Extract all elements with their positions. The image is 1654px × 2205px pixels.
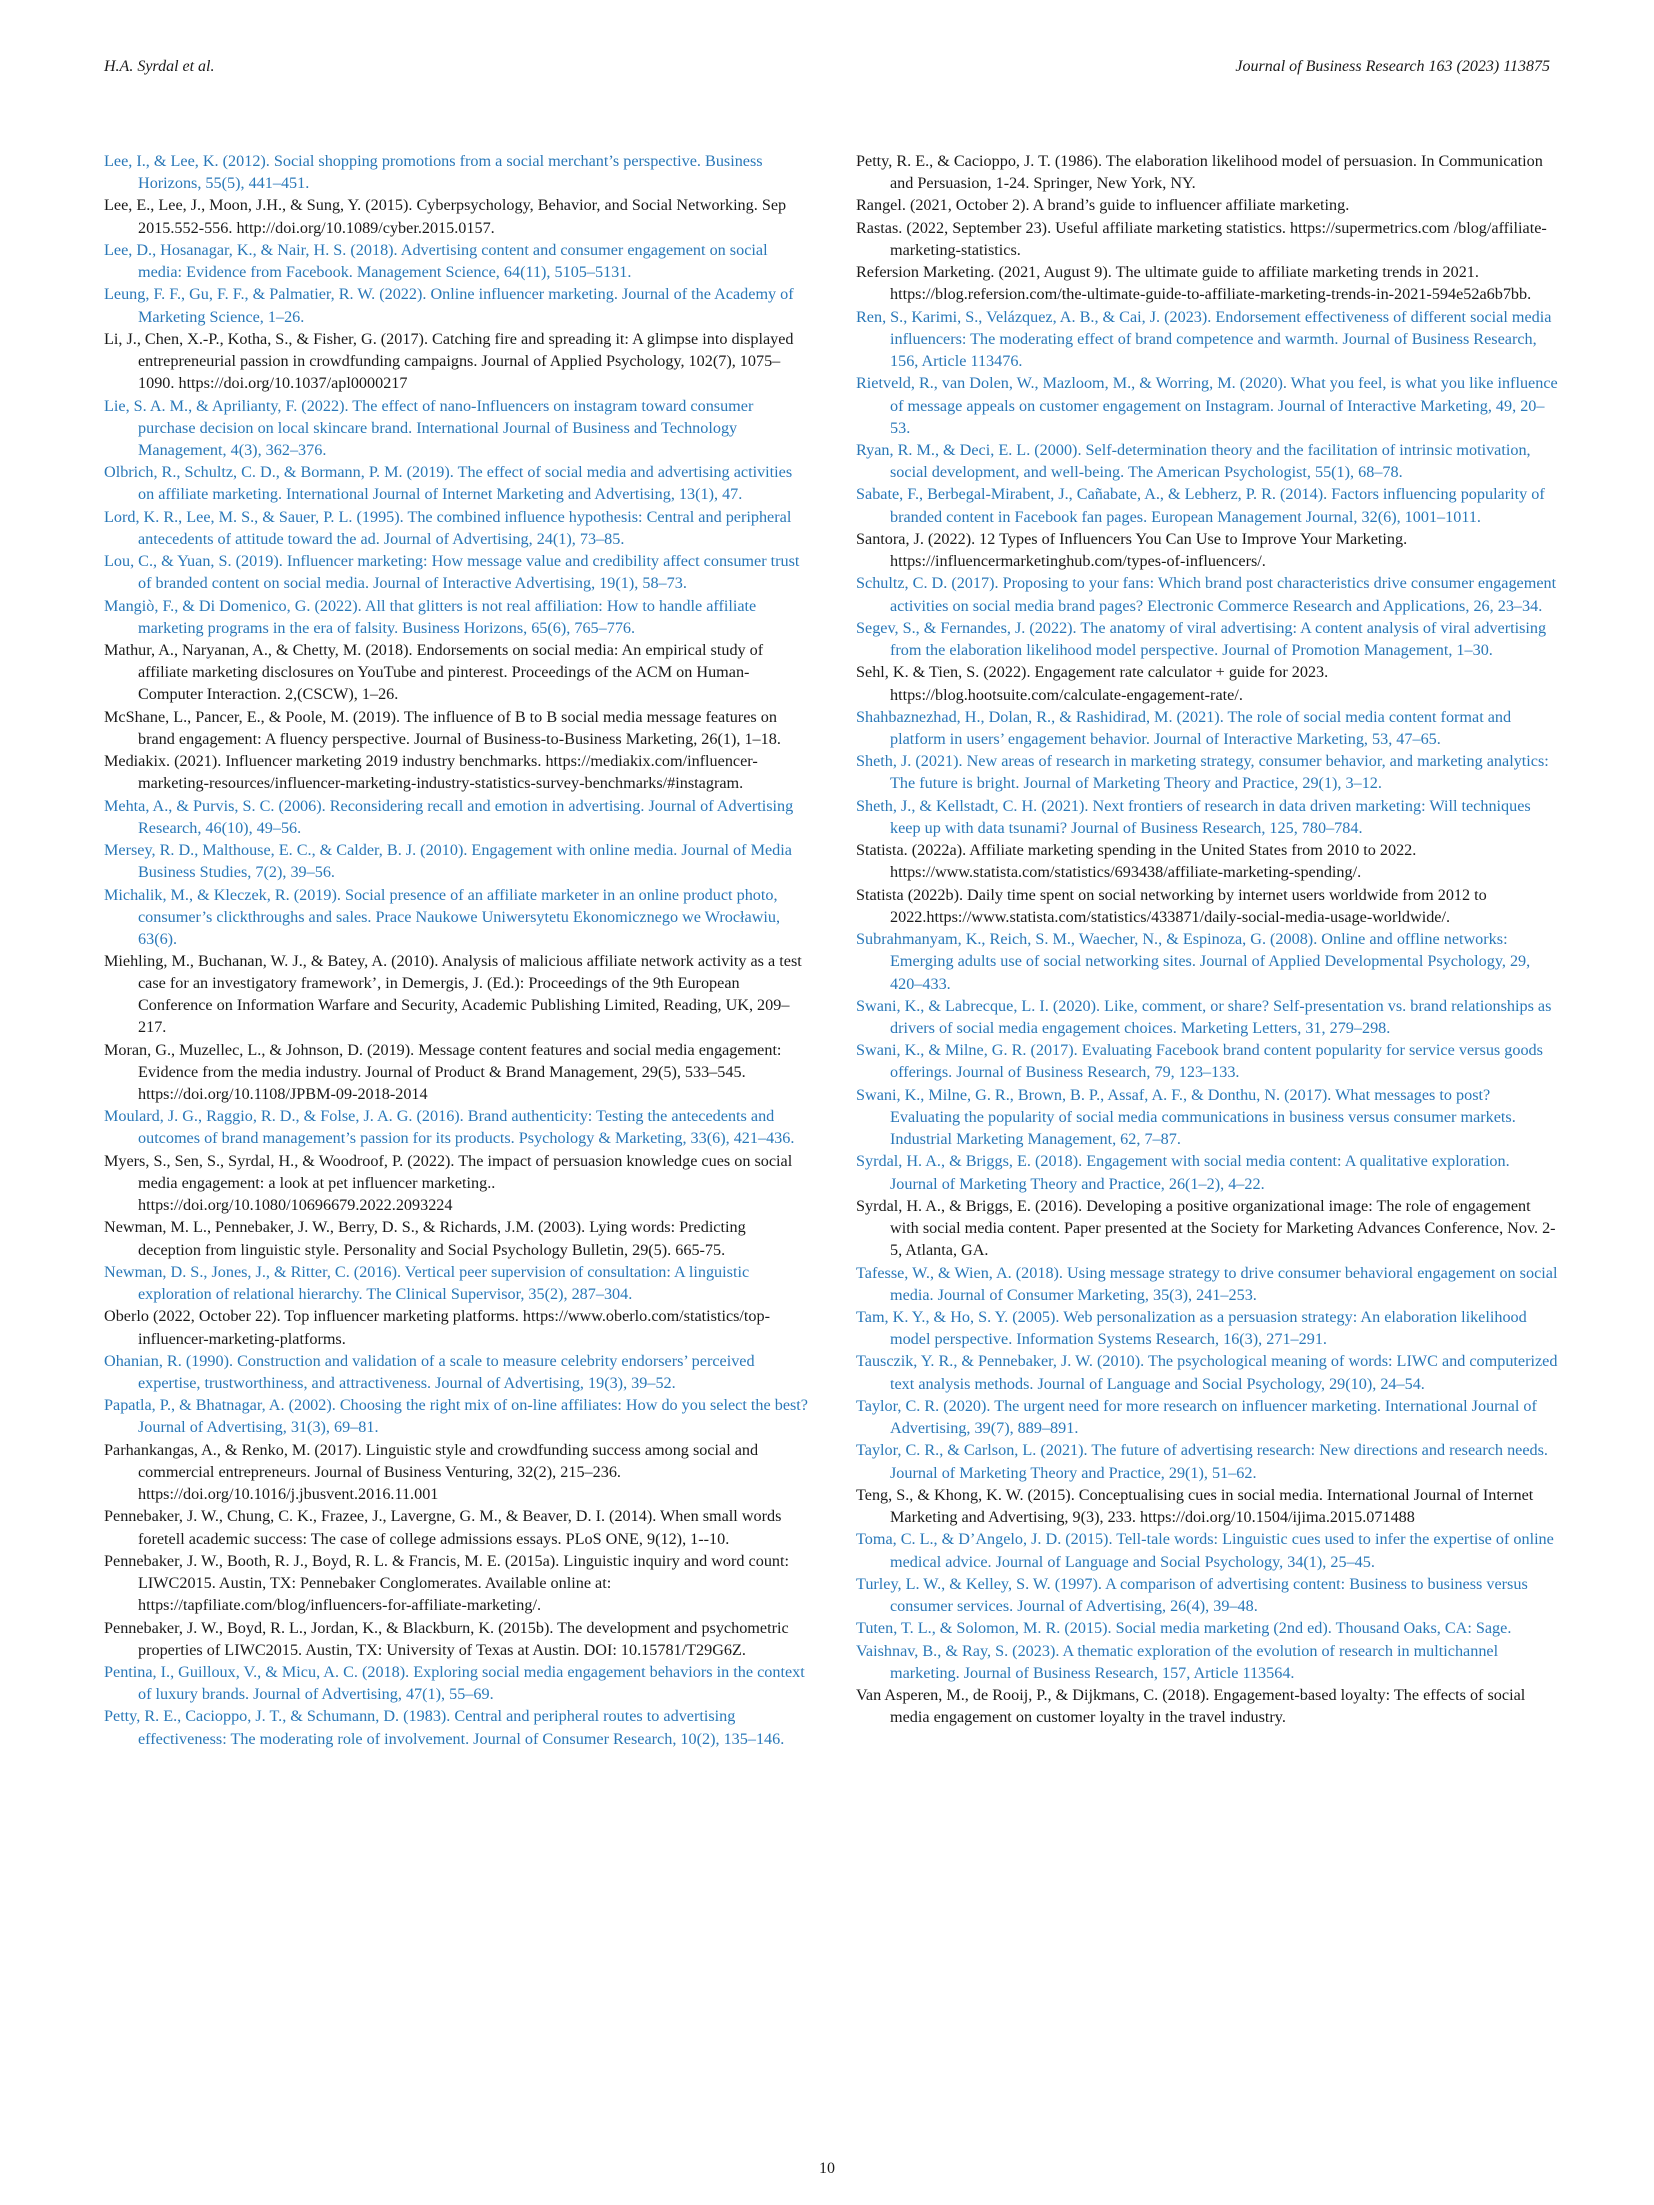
reference-entry: Pennebaker, J. W., Booth, R. J., Boyd, R. L. & Francis, M. E. (2015a). Linguistic inquiry and word count: LIWC2015. Austin, TX: Pennebaker Conglomerates. Available online at: https://tapfiliate.com/blog/influencers-for-affiliate-marketing/. [104, 1551, 790, 1615]
reference-entry: Statista. (2022a). Affiliate marketing spending in the United States from 2010 to 2022. https://www.statista.com/statistics/693438/affiliate-marketing-spending/. [856, 841, 1417, 882]
reference-entry[interactable]: Taylor, C. R. (2020). The urgent need for more research on influencer marketing. International Journal of Advertising, 39(7), 889–891. [856, 1396, 1537, 1438]
reference-entry[interactable]: Lie, S. A. M., & Aprilianty, F. (2022). The effect of nano-Influencers on instagram toward consumer purchase decision on local skincare brand. International Journal of Business and Technology Management, 4(3), 362–376. [104, 396, 754, 459]
reference-entry: Moran, G., Muzellec, L., & Johnson, D. (2019). Message content features and social media engagement: Evidence from the media industry. Journal of Product & Brand Management, 29(5), 533–545. https://doi.org/10.1108/JPBM-09-2018-2014 [104, 1040, 782, 1103]
reference-entry: Sehl, K. & Tien, S. (2022). Engagement rate calculator + guide for 2023. https://blog.hootsuite.com/calculate-engagement-rate/. [856, 663, 1329, 704]
reference-entry: McShane, L., Pancer, E., & Poole, M. (2019). The influence of B to B social media message features on brand engagement: A fluency perspective. Journal of Business-to-Business Marketing, 26(1), 1–18. [104, 707, 781, 748]
reference-entry[interactable]: Tausczik, Y. R., & Pennebaker, J. W. (2010). The psychological meaning of words: LIWC and computerized text analysis methods. Journal of Language and Social Psychology, 29(10), 24–54. [856, 1352, 1558, 1393]
running-header-authors: H.A. Syrdal et al. [104, 58, 215, 75]
reference-entry[interactable]: Moulard, J. G., Raggio, R. D., & Folse, J. A. G. (2016). Brand authenticity: Testing the antecedents and outcomes of brand management’s passion for its products. Psychology & Marketing, 33(6), 421–436. [104, 1107, 795, 1148]
reference-entry: Miehling, M., Buchanan, W. J., & Batey, A. (2010). Analysis of malicious affiliate network activity as a test case for an investigatory framework’, in Demergis, J. (Ed.): Proceedings of the 9th European Conference on Information Warfare and Security, Academic Publishing Limited, Reading, UK, 209–217. [104, 952, 802, 1037]
reference-entry: Oberlo (2022, October 22). Top influencer marketing platforms. https://www.oberlo.com/statistics/top-influencer-marketing-platforms. [104, 1307, 771, 1348]
reference-entry[interactable]: Ryan, R. M., & Deci, E. L. (2000). Self-determination theory and the facilitation of intrinsic motivation, social development, and well-being. The American Psychologist, 55(1), 68–78. [856, 441, 1531, 482]
reference-entry[interactable]: Taylor, C. R., & Carlson, L. (2021). The future of advertising research: New directions and research needs. Journal of Marketing Theory and Practice, 29(1), 51–62. [856, 1441, 1548, 1482]
reference-entry[interactable]: Ren, S., Karimi, S., Velázquez, A. B., & Cai, J. (2023). Endorsement effectiveness of different social media influencers: The moderating effect of brand competence and warmth. Journal of Business Research, 156, Article 113476. [856, 307, 1552, 371]
reference-entry: Syrdal, H. A., & Briggs, E. (2016). Developing a positive organizational image: The role of engagement with social media content. Paper presented at the Society for Marketing Advances Conference, Nov. 2-5, Atlanta, GA. [856, 1196, 1556, 1260]
reference-entry: Newman, M. L., Pennebaker, J. W., Berry, D. S., & Richards, J.M. (2003). Lying words: Predicting deception from linguistic style. Personality and Social Psychology Bulletin, 29(5). 665-75. [104, 1218, 746, 1259]
reference-entry: Pennebaker, J. W., Chung, C. K., Frazee, J., Lavergne, G. M., & Beaver, D. I. (2014). When small words foretell academic success: The case of college admissions essays. PLoS ONE, 9(12), 1--10. [104, 1507, 782, 1548]
reference-entry[interactable]: Swani, K., & Labrecque, L. I. (2020). Like, comment, or share? Self-presentation vs. brand relationships as drivers of social media engagement choices. Marketing Letters, 31, 279–298. [856, 996, 1552, 1037]
reference-entry[interactable]: Swani, K., & Milne, G. R. (2017). Evaluating Facebook brand content popularity for service versus goods offerings. Journal of Business Research, 79, 123–133. [856, 1041, 1543, 1082]
reference-entry[interactable]: Mersey, R. D., Malthouse, E. C., & Calder, B. J. (2010). Engagement with online media. Journal of Media Business Studies, 7(2), 39–56. [104, 841, 792, 882]
reference-entry: Li, J., Chen, X.-P., Kotha, S., & Fisher, G. (2017). Catching fire and spreading it: A glimpse into displayed entrepreneurial passion in crowdfunding campaigns. Journal of Applied Psychology, 102(7), 1075–1090. https://doi.org/10.1037/apl0000217 [104, 329, 794, 393]
reference-entry[interactable]: Mehta, A., & Purvis, S. C. (2006). Reconsidering recall and emotion in advertising. Journal of Advertising Research, 46(10), 49–56. [104, 796, 794, 837]
reference-entry: Rastas. (2022, September 23). Useful affiliate marketing statistics. https://supermetrics.com /blog/affiliate-marketing-statistics. [856, 218, 1547, 259]
reference-entry[interactable]: Ohanian, R. (1990). Construction and validation of a scale to measure celebrity endorsers’ perceived expertise, trustworthiness, and attractiveness. Journal of Advertising, 19(3), 39–52. [104, 1351, 755, 1392]
reference-entry: Mediakix. (2021). Influencer marketing 2019 industry benchmarks. https://mediakix.com/influencer-marketing-resources/influencer-marketing-industry-statistics-survey-benchmarks/#instagram. [104, 752, 758, 793]
reference-entry[interactable]: Vaishnav, B., & Ray, S. (2023). A thematic exploration of the evolution of research in multichannel marketing. Journal of Business Research, 157, Article 113564. [856, 1641, 1499, 1682]
reference-entry[interactable]: Olbrich, R., Schultz, C. D., & Bormann, P. M. (2019). The effect of social media and advertising activities on affiliate marketing. International Journal of Internet Marketing and Advertising, 13(1), 47. [104, 463, 793, 504]
reference-entry: Lee, E., Lee, J., Moon, J.H., & Sung, Y. (2015). Cyberpsychology, Behavior, and Social Networking. Sep 2015.552-556. http://doi.org/10.1089/cyber.2015.0157. [104, 196, 787, 237]
reference-entry[interactable]: Lord, K. R., Lee, M. S., & Sauer, P. L. (1995). The combined influence hypothesis: Central and peripheral antecedents of attitude toward the ad. Journal of Advertising, 24(1), 73–85. [104, 507, 792, 548]
reference-entry[interactable]: Rietveld, R., van Dolen, W., Mazloom, M., & Worring, M. (2020). What you feel, is what you like influence of message appeals on customer engagement on Instagram. Journal of Interactive Marketing, 49, 20–53. [856, 374, 1558, 437]
reference-entry[interactable]: Papatla, P., & Bhatnagar, A. (2002). Choosing the right mix of on-line affiliates: How do you select the best? Journal of Advertising, 31(3), 69–81. [104, 1396, 808, 1437]
reference-entry[interactable]: Lee, I., & Lee, K. (2012). Social shopping promotions from a social merchant’s perspective. Business Horizons, 55(5), 441–451. [104, 152, 763, 193]
reference-entry[interactable]: Mangiò, F., & Di Domenico, G. (2022). All that glitters is not real affiliation: How to handle affiliate marketing programs in the era of falsity. Business Horizons, 65(6), 765–776. [104, 596, 757, 637]
reference-entry[interactable]: Segev, S., & Fernandes, J. (2022). The anatomy of viral advertising: A content analysis of viral advertising from the elaboration likelihood model perspective. Journal of Promotion Management, 1–30. [856, 618, 1547, 660]
reference-entry[interactable]: Tam, K. Y., & Ho, S. Y. (2005). Web personalization as a persuasion strategy: An elaboration likelihood model perspective. Information Systems Research, 16(3), 271–291. [856, 1308, 1527, 1349]
reference-entry: Myers, S., Sen, S., Syrdal, H., & Woodroof, P. (2022). The impact of persuasion knowledge cues on social media engagement: a look at pet influencer marketing.. https://doi.org/10.1080/10696679.2022.2093224 [104, 1151, 793, 1215]
reference-entry[interactable]: Shahbaznezhad, H., Dolan, R., & Rashidirad, M. (2021). The role of social media content format and platform in users’ engagement behavior. Journal of Interactive Marketing, 53, 47–65. [856, 707, 1512, 748]
reference-entry: Rangel. (2021, October 2). A brand’s guide to influencer affiliate marketing. [856, 196, 1350, 215]
reference-entry: Parhankangas, A., & Renko, M. (2017). Linguistic style and crowdfunding success among social and commercial entrepreneurs. Journal of Business Venturing, 32(2), 215–236. https://doi.org/10.1016/j.jbusvent.2016.11.001 [104, 1440, 759, 1504]
reference-entry: Pennebaker, J. W., Boyd, R. L., Jordan, K., & Blackburn, K. (2015b). The development and psychometric properties of LIWC2015. Austin, TX: University of Texas at Austin. DOI: 10.15781/T29G6Z. [104, 1618, 789, 1659]
running-header-journal: Journal of Business Research 163 (2023) 113875 [1235, 58, 1550, 75]
reference-entry[interactable]: Sheth, J., & Kellstadt, C. H. (2021). Next frontiers of research in data driven marketing: Will techniques keep up with data tsunami? Journal of Business Research, 125, 780–784. [856, 796, 1531, 837]
reference-entry[interactable]: Sabate, F., Berbegal-Mirabent, J., Cañabate, A., & Lebherz, P. R. (2014). Factors influencing popularity of branded content in Facebook fan pages. European Management Journal, 32(6), 1001–1011. [856, 485, 1545, 526]
reference-entry[interactable]: Newman, D. S., Jones, J., & Ritter, C. (2016). Vertical peer supervision of consultation: A linguistic exploration of relational hierarchy. The Clinical Supervisor, 35(2), 287–304. [104, 1262, 750, 1304]
reference-entry[interactable]: Swani, K., Milne, G. R., Brown, B. P., Assaf, A. F., & Donthu, N. (2017). What messages to post? Evaluating the popularity of social media communications in business versus consumer markets. Industrial Marketing Management, 62, 7–87. [856, 1085, 1516, 1149]
reference-entry[interactable]: Leung, F. F., Gu, F. F., & Palmatier, R. W. (2022). Online influencer marketing. Journal of the Academy of Marketing Science, 1–26. [104, 285, 794, 326]
reference-entry[interactable]: Tuten, T. L., & Solomon, M. R. (2015). Social media marketing (2nd ed). Thousand Oaks, CA: Sage. [856, 1619, 1512, 1638]
page-header [104, 58, 1550, 82]
reference-entry: Van Asperen, M., de Rooij, P., & Dijkmans, C. (2018). Engagement-based loyalty: The effects of social media engagement on customer loyalty in the travel industry. [856, 1686, 1526, 1727]
reference-entry[interactable]: Lou, C., & Yuan, S. (2019). Influencer marketing: How message value and credibility affect consumer trust of branded content on social media. Journal of Interactive Advertising, 19(1), 58–73. [104, 552, 800, 593]
references-left-column [104, 150, 808, 1750]
reference-entry[interactable]: Schultz, C. D. (2017). Proposing to your fans: Which brand post characteristics drive consumer engagement activities on social media brand pages? Electronic Commerce Research and Applications, 26, 23–34. [856, 574, 1557, 615]
reference-entry[interactable]: Syrdal, H. A., & Briggs, E. (2018). Engagement with social media content: A qualitative exploration. Journal of Marketing Theory and Practice, 26(1–2), 4–22. [856, 1152, 1510, 1193]
reference-entry[interactable]: Subrahmanyam, K., Reich, S. M., Waecher, N., & Espinoza, G. (2008). Online and offline networks: Emerging adults use of social networking sites. Journal of Applied Developmental Psychology, 29, 420–433. [856, 930, 1531, 993]
reference-entry[interactable]: Sheth, J. (2021). New areas of research in marketing strategy, consumer behavior, and marketing analytics: The future is bright. Journal of Marketing Theory and Practice, 29(1), 3–12. [856, 752, 1549, 793]
reference-entry: Teng, S., & Khong, K. W. (2015). Conceptualising cues in social media. International Journal of Internet Marketing and Advertising, 9(3), 233. https://doi.org/10.1504/ijima.2015.071488 [856, 1485, 1534, 1527]
reference-entry[interactable]: Pentina, I., Guilloux, V., & Micu, A. C. (2018). Exploring social media engagement behaviors in the context of luxury brands. Journal of Advertising, 47(1), 55–69. [104, 1662, 805, 1704]
reference-entry: Refersion Marketing. (2021, August 9). The ultimate guide to affiliate marketing trends in 2021. https://blog.refersion.com/the-ultimate-guide-to-affiliate-marketing-trends-in-2021-594e52a6b7bb. [856, 263, 1532, 304]
reference-entry[interactable]: Michalik, M., & Kleczek, R. (2019). Social presence of an affiliate marketer in an online product photo, consumer’s clickthroughs and sales. Prace Naukowe Uniwersytetu Ekonomicznego we Wrocławiu, 63(6). [104, 885, 781, 948]
reference-entry: Statista (2022b). Daily time spent on social networking by internet users worldwide from 2012 to 2022.https://www.statista.com/statistics/433871/daily-social-media-usage-worldwide/. [856, 885, 1487, 926]
reference-entry: Mathur, A., Naryanan, A., & Chetty, M. (2018). Endorsements on social media: An empirical study of affiliate marketing disclosures on YouTube and pinterest. Proceedings of the ACM on Human-Computer Interaction. 2,(CSCW), 1–26. [104, 641, 764, 704]
reference-entry: Santora, J. (2022). 12 Types of Influencers You Can Use to Improve Your Marketing. https://influencermarketinghub.com/types-of-influencers/. [856, 529, 1408, 571]
reference-entry[interactable]: Petty, R. E., Cacioppo, J. T., & Schumann, D. (1983). Central and peripheral routes to advertising effectiveness: The moderating role of involvement. Journal of Consumer Research, 10(2), 135–146. [104, 1707, 785, 1748]
reference-entry[interactable]: Turley, L. W., & Kelley, S. W. (1997). A comparison of advertising content: Business to business versus consumer services. Journal of Advertising, 26(4), 39–48. [856, 1574, 1528, 1615]
reference-entry[interactable]: Toma, C. L., & D’Angelo, J. D. (2015). Tell-tale words: Linguistic cues used to infer the expertise of online medical advice. Journal of Language and Social Psychology, 34(1), 25–45. [856, 1530, 1554, 1571]
references-right-column [856, 150, 1560, 1729]
reference-entry[interactable]: Lee, D., Hosanagar, K., & Nair, H. S. (2018). Advertising content and consumer engagement on social media: Evidence from Facebook. Management Science, 64(11), 5105–5131. [104, 240, 768, 282]
reference-entry: Petty, R. E., & Cacioppo, J. T. (1986). The elaboration likelihood model of persuasion. In Communication and Persuasion, 1-24. Springer, New York, NY. [856, 152, 1543, 193]
page-number: 10 [819, 2160, 835, 2177]
reference-entry[interactable]: Tafesse, W., & Wien, A. (2018). Using message strategy to drive consumer behavioral engagement on social media. Journal of Consumer Marketing, 35(3), 241–253. [856, 1263, 1558, 1304]
